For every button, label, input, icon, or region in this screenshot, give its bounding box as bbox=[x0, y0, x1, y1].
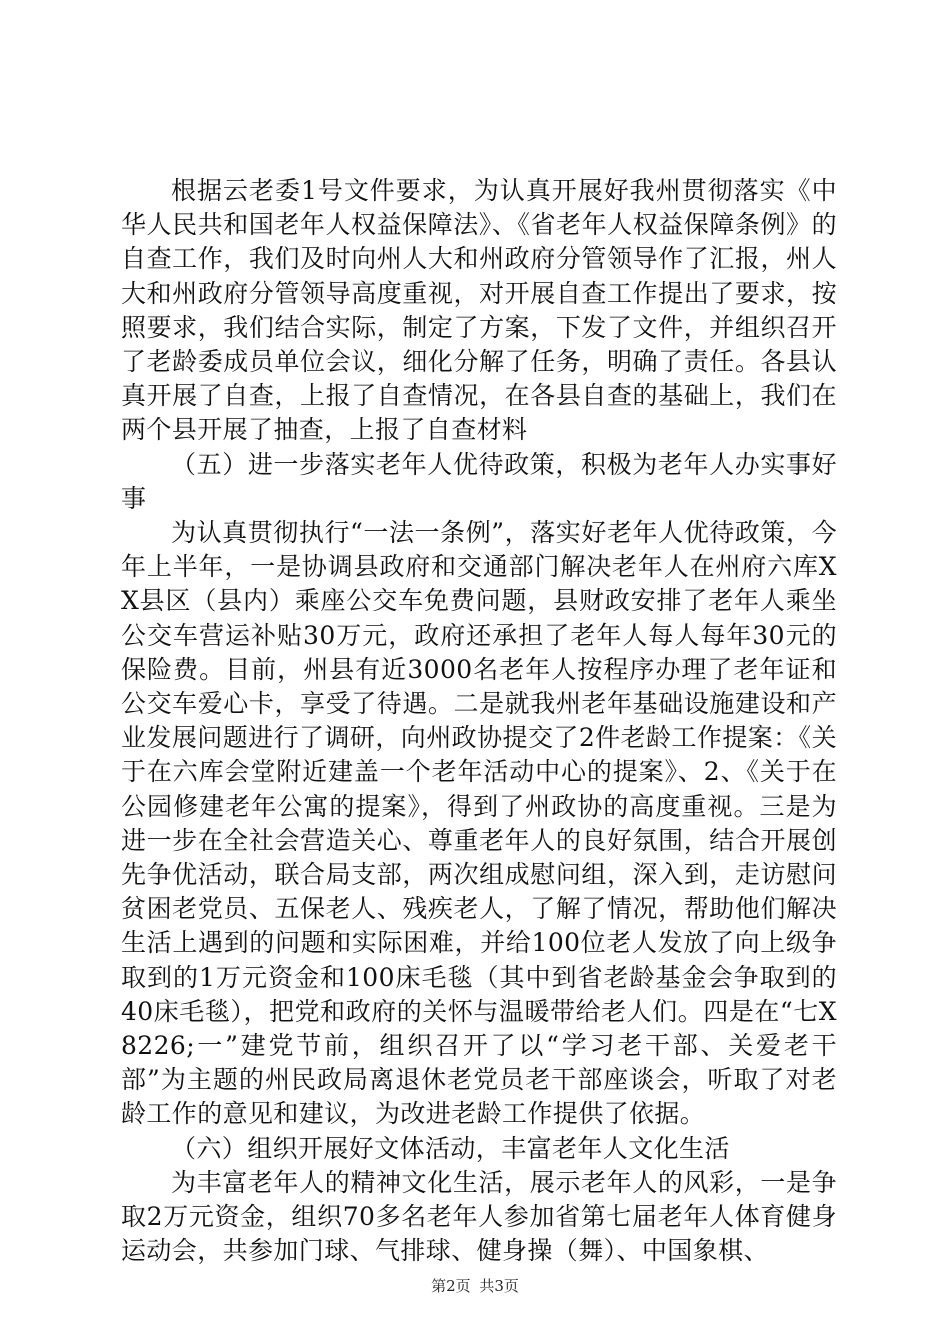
page-total: 共3页 bbox=[479, 1277, 519, 1295]
paragraph-cultural-activities: 为丰富老年人的精神文化生活，展示老年人的风彩，一是争取2万元资金，组织70多名老年人参加省第七届老年人体育健身运动会，共参加门球、气排球、健身操（舞）、中国象棋、 bbox=[121, 1167, 837, 1266]
page-footer bbox=[0, 1276, 950, 1296]
section-heading-5: （五）进一步落实老年人优待政策，积极为老年人办实事好事 bbox=[121, 449, 837, 513]
paragraph-preferential-policy: 为认真贯彻执行“一法一条例”，落实好老年人优待政策，今年上半年，一是协调县政府和交通部门解决老年人在州府六库XX县区（县内）乘座公交车免费问题，县财政安排了老年人乘坐公交车营运补贴30万元，政府还承担了老年人每人每年30元的保险费。目前，州县有近3000名老年人按程序办理了老年证和公交车爱心卡，享受了待遇。二是就我州老年基础设施建设和产业发展问题进行了调研，向州政协提交了2件老龄工作提案：《关于在六库会堂附近建盖一个老年活动中心的提案》、2、《关于在公园修建老年公寓的提案》，得到了州政协的高度重视。三是为进一步在全社会营造关心、尊重老年人的良好氛围，结合开展创先争优活动，联合局支部，两次组成慰问组，深入到，走访慰问贫困老党员、五保老人、残疾老人，了解了情况，帮助他们解决生活上遇到的问题和实际困难，并给100位老人发放了向上级争取到的1万元资金和100床毛毯（其中到省老龄基金会争取到的40床毛毯），把党和政府的关怀与温暖带给老人们。四是在“七X8226;一”建党节前，组织召开了以“学习老干部、关爱老干部”为主题的州民政局离退休老党员老干部座谈会，听取了对老龄工作的意见和建议，为改进老龄工作提供了依据。 bbox=[121, 518, 837, 1129]
section-heading-6: （六）组织开展好文体活动，丰富老年人文化生活 bbox=[171, 1133, 730, 1163]
paragraph-self-inspection: 根据云老委1号文件要求，为认真开展好我州贯彻落实《中华人民共和国老年人权益保障法》、《省老年人权益保障条例》的自查工作，我们及时向州人大和州政府分管领导作了汇报，州人大和州政府分管领导高度重视，对开展自查工作提出了要求，按照要求，我们结合实际，制定了方案，下发了文件，并组织召开了老龄委成员单位会议，细化分解了任务，明确了责任。各县认真开展了自查，上报了自查情况，在各县自查的基础上，我们在两个县开展了抽查，上报了自查材料 bbox=[121, 176, 837, 445]
page-number: 第2页 bbox=[431, 1277, 471, 1295]
document-body bbox=[121, 174, 837, 1269]
